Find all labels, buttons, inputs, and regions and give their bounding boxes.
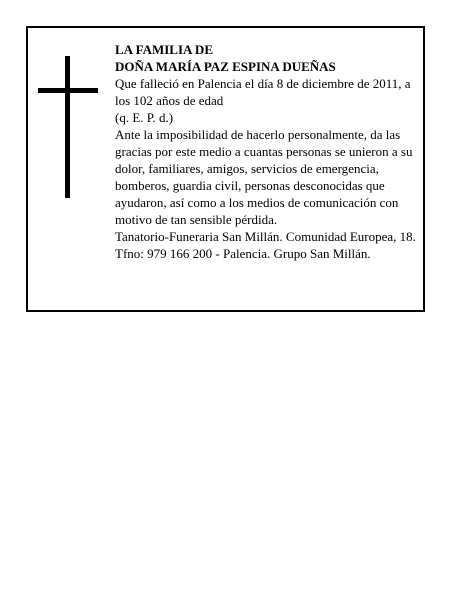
rip-text: (q. E. P. d.) (115, 110, 174, 125)
gratitude-text: Ante la imposibilidad de hacerlo personalmente, da las gracias por este medio a cuantas personas se unieron a su dolor, familiares, amigos, servicios de emergencia, bomberos, guardia civil, personas desconocidas que ayudaron, así como a los medios de comunicación con motivo de tan sensible pérdida. (115, 127, 413, 227)
heading-deceased-name: DOÑA MARÍA PAZ ESPINA DUEÑAS (115, 59, 336, 74)
obituary-notice (26, 26, 425, 312)
heading-family: LA FAMILIA DE (115, 42, 213, 57)
cross-vertical-bar (65, 56, 70, 198)
funeral-home-info: Tanatorio-Funeraria San Millán. Comunidad Europea, 18. Tfno: 979 166 200 - Palencia. Grupo San Millán. (115, 229, 416, 261)
death-info: Que falleció en Palencia el día 8 de diciembre de 2011, a los 102 años de edad (115, 76, 411, 108)
notice-text (115, 41, 420, 262)
cross-horizontal-bar (38, 88, 98, 93)
cross-icon (38, 56, 98, 198)
